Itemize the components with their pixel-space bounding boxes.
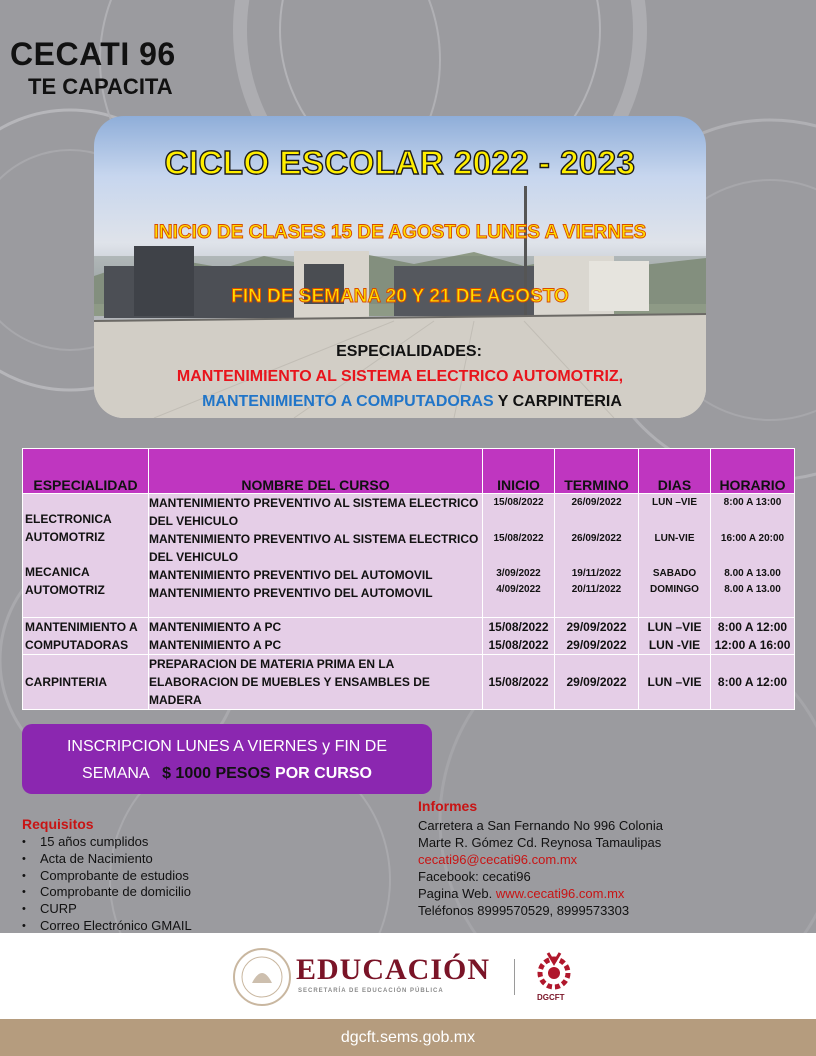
header-nombre-curso: NOMBRE DEL CURSO bbox=[149, 449, 483, 494]
list-item: • Correo Electrónico GMAIL bbox=[20, 918, 192, 935]
inscripcion-por-curso: POR CURSO bbox=[275, 765, 372, 782]
termino-value: 29/09/2022 bbox=[566, 638, 627, 652]
course-name: PREPARACION DE MATERIA PRIMA EN LA bbox=[149, 657, 395, 671]
web-line bbox=[418, 885, 663, 902]
horario-value: 8:00 A 13:00 bbox=[723, 497, 782, 508]
list-item: • Comprobante de domicilio bbox=[20, 884, 192, 901]
especialidad-computadoras: MANTENIMIENTO A COMPUTADORAS bbox=[202, 393, 494, 410]
inicio-value: 15/08/2022 bbox=[488, 675, 549, 689]
termino-value: 29/09/2022 bbox=[566, 620, 627, 634]
phones-text: Teléfonos 8999570529, 8999573303 bbox=[418, 903, 630, 918]
termino-value: 20/11/2022 bbox=[571, 584, 622, 595]
inscripcion-line-2 bbox=[22, 761, 432, 787]
dias-value: SABADO bbox=[652, 568, 697, 579]
footer-url[interactable]: dgcft.sems.gob.mx bbox=[0, 1019, 816, 1056]
header-inicio: INICIO bbox=[483, 449, 555, 494]
list-item: • Comprobante de estudios bbox=[20, 868, 192, 885]
course-names-cell bbox=[149, 494, 483, 618]
inicio-cell bbox=[483, 494, 555, 618]
termino-cell bbox=[555, 618, 639, 655]
dias-cell bbox=[639, 618, 711, 655]
horario-value: 8.00 A 13.00 bbox=[724, 568, 781, 579]
inscripcion-price: $ 1000 PESOS bbox=[162, 765, 271, 782]
banner bbox=[94, 116, 706, 418]
table-row bbox=[23, 655, 795, 710]
table-header-row bbox=[23, 449, 795, 494]
course-name: MANTENIMIENTO PREVENTIVO AL SISTEMA ELECTRICO bbox=[149, 532, 479, 546]
list-item: • Acta de Nacimiento bbox=[20, 851, 192, 868]
banner-start-date: INICIO DE CLASES 15 DE AGOSTO LUNES A VIERNES bbox=[153, 222, 647, 243]
course-names-cell bbox=[149, 618, 483, 655]
inicio-value: 15/08/2022 bbox=[488, 638, 549, 652]
esp-name: AUTOMOTRIZ bbox=[25, 583, 105, 597]
esp-computadoras-cell bbox=[23, 618, 149, 655]
requisitos-list bbox=[20, 834, 192, 935]
inscripcion-banner bbox=[22, 724, 432, 794]
brand-subtitle: TE CAPACITA bbox=[28, 74, 173, 99]
header-horario: HORARIO bbox=[711, 449, 795, 494]
course-name: MADERA bbox=[149, 693, 202, 707]
termino-cell bbox=[555, 494, 639, 618]
inicio-value: 15/08/2022 bbox=[493, 497, 544, 508]
email-link[interactable]: cecati96@cecati96.com.mx bbox=[418, 852, 578, 867]
horario-cell bbox=[711, 494, 795, 618]
brand-title: CECATI 96 bbox=[10, 36, 176, 72]
esp-name: COMPUTADORAS bbox=[25, 638, 129, 652]
course-name: ELABORACION DE MUEBLES Y ENSAMBLES DE bbox=[149, 675, 430, 689]
course-names-cell bbox=[149, 655, 483, 710]
horario-cell bbox=[711, 618, 795, 655]
especialidad-computadoras-carpinteria bbox=[94, 393, 706, 411]
informes-block bbox=[418, 817, 663, 919]
header-especialidad: ESPECIALIDAD bbox=[23, 449, 149, 494]
course-name: MANTENIMIENTO A PC bbox=[149, 638, 282, 652]
dias-cell bbox=[639, 655, 711, 710]
table-row bbox=[23, 494, 795, 618]
header-termino: TERMINO bbox=[555, 449, 639, 494]
dias-cell bbox=[639, 494, 711, 618]
educacion-logo-text: EDUCACIÓN bbox=[296, 953, 491, 986]
logo-divider bbox=[514, 959, 515, 995]
inscripcion-line-1: INSCRIPCION LUNES A VIERNES y FIN DE bbox=[66, 738, 388, 755]
esp-carpinteria-cell bbox=[23, 655, 149, 710]
inicio-value: 15/08/2022 bbox=[488, 620, 549, 634]
horario-value: 12:00 A 16:00 bbox=[714, 638, 791, 652]
horario-cell bbox=[711, 655, 795, 710]
especialidades-label: ESPECIALIDADES: bbox=[336, 343, 482, 360]
address-line: Carretera a San Fernando No 996 Colonia bbox=[418, 818, 663, 833]
banner-weekend-date: FIN DE SEMANA 20 Y 21 DE AGOSTO bbox=[231, 286, 569, 307]
esp-name: AUTOMOTRIZ bbox=[25, 530, 105, 544]
mexico-seal-icon bbox=[232, 947, 292, 1007]
header-dias: DIAS bbox=[639, 449, 711, 494]
course-name: MANTENIMIENTO A PC bbox=[149, 620, 282, 634]
course-name: DEL VEHICULO bbox=[149, 514, 239, 528]
banner-heading: CICLO ESCOLAR 2022 - 2023 bbox=[164, 144, 636, 181]
dgcft-logo-text: DGCFT bbox=[537, 993, 565, 1002]
course-name: MANTENIMIENTO PREVENTIVO DEL AUTOMOVIL bbox=[149, 586, 433, 600]
list-item: • 15 años cumplidos bbox=[20, 834, 192, 851]
list-item: • CURP bbox=[20, 901, 192, 918]
facebook-text: Facebook: cecati96 bbox=[418, 869, 531, 884]
address-line: Marte R. Gómez Cd. Reynosa Tamaulipas bbox=[418, 835, 662, 850]
esp-name: CARPINTERIA bbox=[25, 675, 108, 689]
horario-value: 16:00 A 20:00 bbox=[720, 533, 785, 544]
dias-value: LUN –VIE bbox=[647, 675, 702, 689]
inicio-cell bbox=[483, 618, 555, 655]
dias-value: LUN-VIE bbox=[654, 533, 695, 544]
termino-value: 26/09/2022 bbox=[571, 533, 622, 544]
web-label: Pagina Web. bbox=[418, 886, 496, 901]
inicio-value: 15/08/2022 bbox=[493, 533, 544, 544]
dias-value: LUN -VIE bbox=[648, 638, 701, 652]
termino-value: 29/09/2022 bbox=[566, 675, 627, 689]
requisitos-title: Requisitos bbox=[22, 816, 94, 832]
horario-value: 8:00 A 12:00 bbox=[717, 620, 788, 634]
inscripcion-semana: SEMANA bbox=[82, 765, 149, 782]
termino-cell bbox=[555, 655, 639, 710]
course-name: MANTENIMIENTO PREVENTIVO AL SISTEMA ELECTRICO bbox=[149, 496, 479, 510]
esp-name: ELECTRONICA bbox=[25, 512, 112, 526]
course-name: DEL VEHICULO bbox=[149, 550, 239, 564]
dias-value: LUN –VIE bbox=[647, 620, 702, 634]
web-link[interactable]: www.cecati96.com.mx bbox=[495, 886, 625, 901]
footer-logos bbox=[0, 933, 816, 1019]
esp-name: MECANICA bbox=[25, 565, 90, 579]
table-row bbox=[23, 618, 795, 655]
horario-value: 8:00 A 12:00 bbox=[717, 675, 788, 689]
dias-value: DOMINGO bbox=[650, 584, 699, 595]
course-name: MANTENIMIENTO PREVENTIVO DEL AUTOMOVIL bbox=[149, 568, 433, 582]
dgcft-gear-icon bbox=[534, 949, 574, 993]
dias-value: LUN –VIE bbox=[651, 497, 697, 508]
inicio-value: 4/09/2022 bbox=[496, 584, 541, 595]
termino-value: 26/09/2022 bbox=[571, 497, 622, 508]
horario-value: 8.00 A 13.00 bbox=[724, 584, 781, 595]
esp-name: MANTENIMIENTO A bbox=[25, 620, 138, 634]
informes-title: Informes bbox=[418, 798, 478, 814]
especialidad-carpinteria: Y CARPINTERIA bbox=[493, 393, 622, 410]
especialidad-electrico: MANTENIMIENTO AL SISTEMA ELECTRICO AUTOMOTRIZ, bbox=[176, 368, 624, 385]
course-table bbox=[22, 448, 795, 710]
esp-automotriz-cell bbox=[23, 494, 149, 618]
termino-value: 19/11/2022 bbox=[571, 568, 622, 579]
inicio-cell bbox=[483, 655, 555, 710]
inicio-value: 3/09/2022 bbox=[496, 568, 541, 579]
sep-logo-text: SECRETARÍA DE EDUCACIÓN PÚBLICA bbox=[298, 988, 444, 994]
